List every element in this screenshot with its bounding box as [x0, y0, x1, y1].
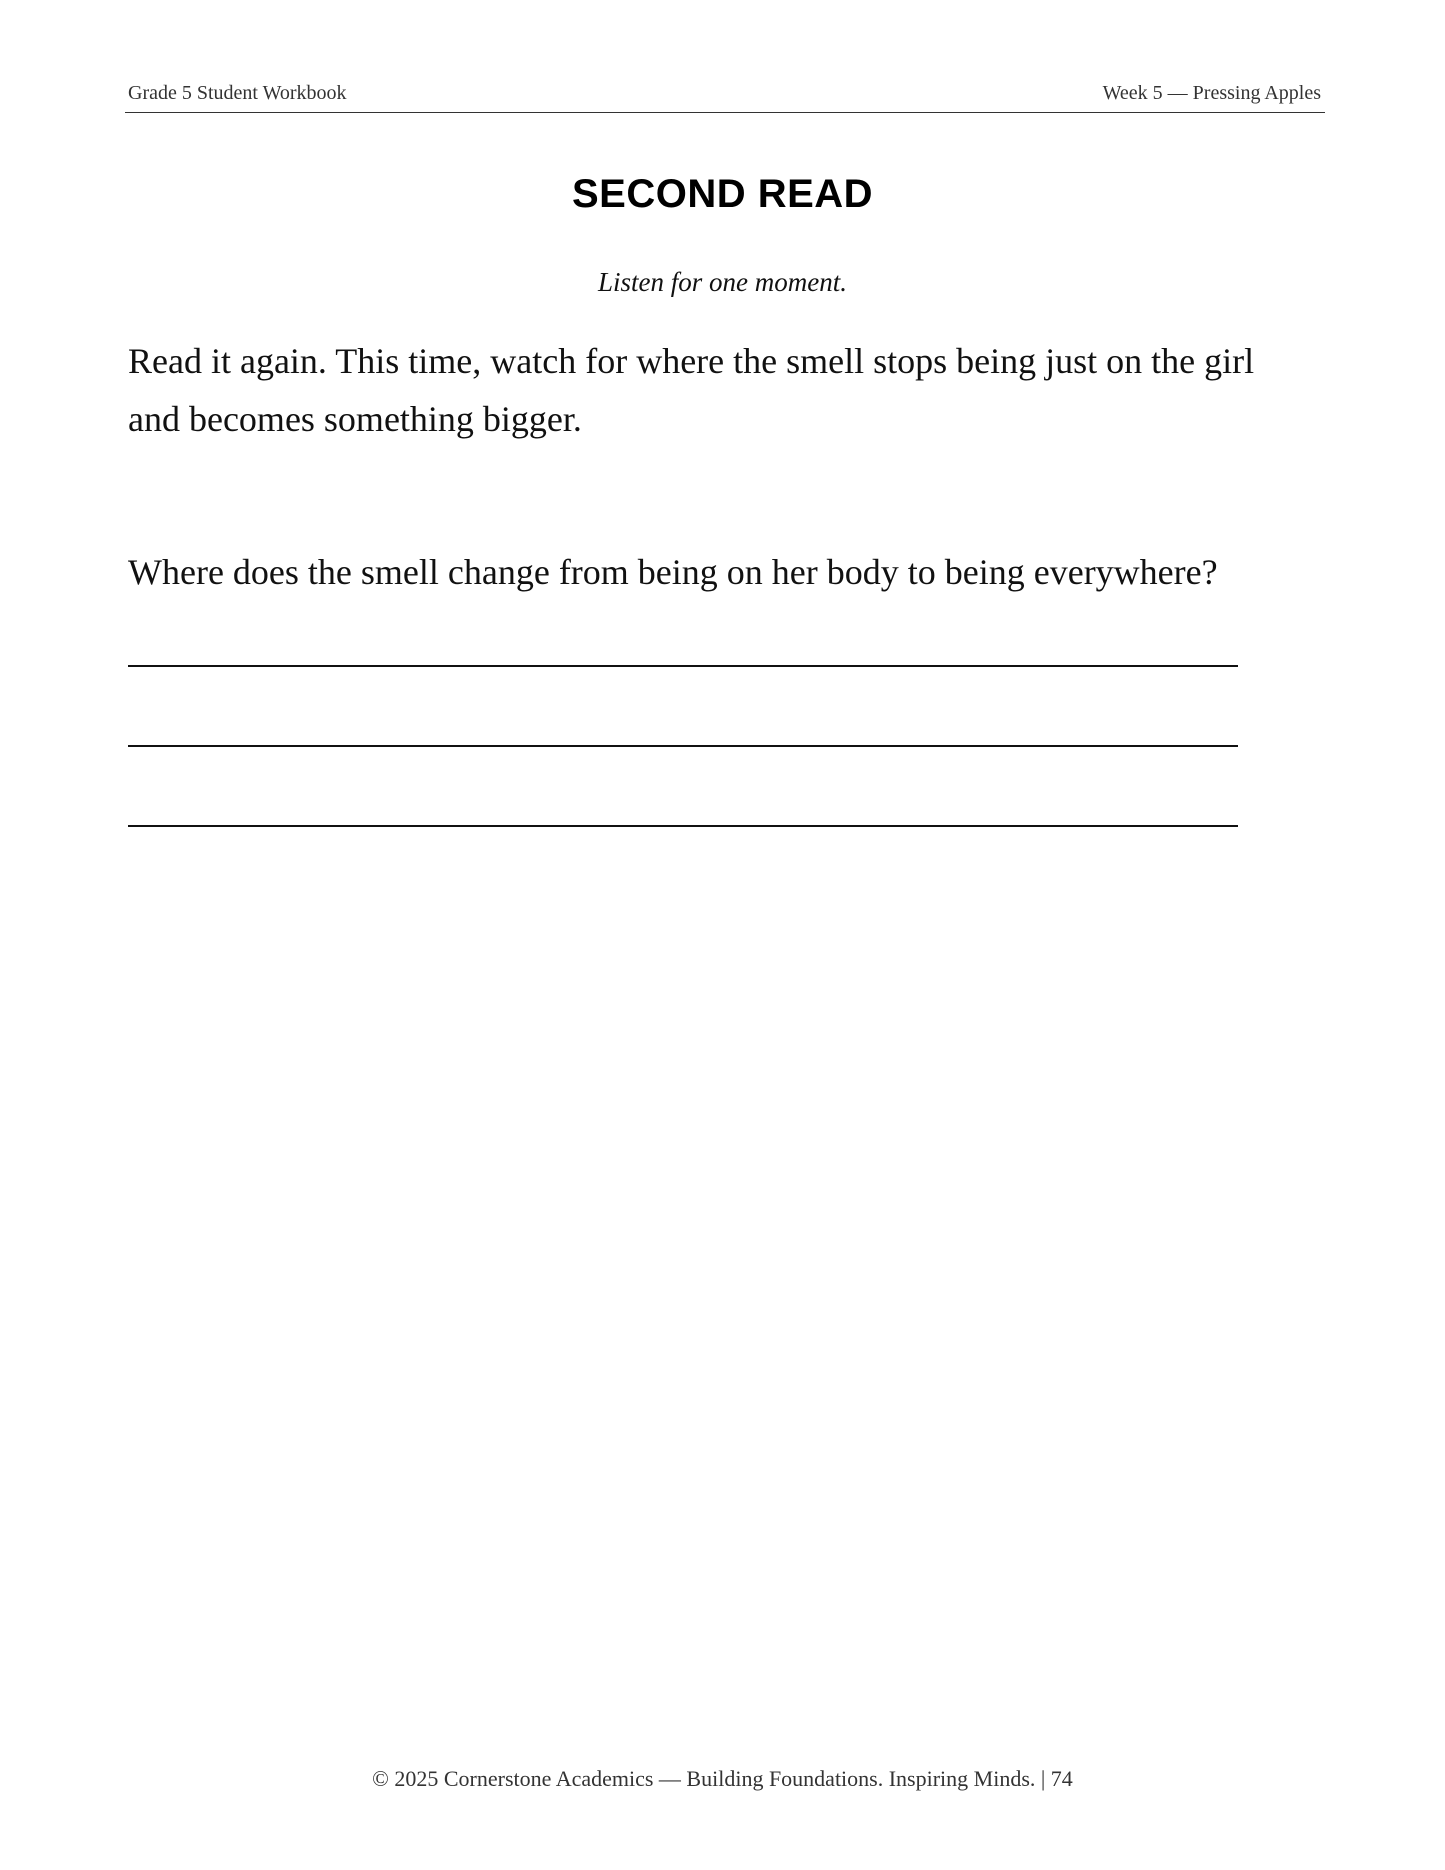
header-workbook-title: Grade 5 Student Workbook	[128, 82, 347, 104]
page-title: SECOND READ	[571, 172, 874, 216]
question-prompt: Where does the smell change from being on her body to being everywhere?	[128, 552, 1218, 592]
answer-line-2[interactable]	[128, 745, 1238, 747]
header-week-title: Week 5 — Pressing Apples	[1102, 82, 1321, 104]
answer-line-3[interactable]	[128, 825, 1238, 827]
answer-line-1[interactable]	[128, 665, 1238, 667]
running-header	[125, 82, 1325, 113]
page-footer: © 2025 Cornerstone Academics — Building Foundations. Inspiring Minds. | 74	[372, 1766, 1073, 1791]
reading-instruction: Read it again. This time, watch for where the smell stops being just on the girl and becomes something bigger.	[128, 341, 1255, 439]
page-subtitle: Listen for one moment.	[598, 267, 847, 297]
